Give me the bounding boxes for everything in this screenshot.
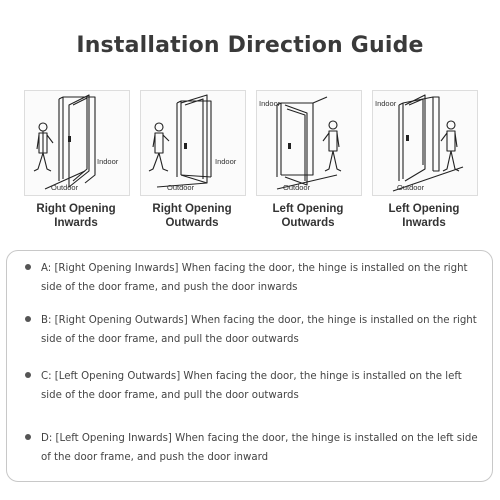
door-illustration [141,91,245,195]
bullet-icon [25,434,31,440]
diagram-right-opening-outwards [140,90,250,230]
diagram-frame [140,90,246,196]
diagram-left-opening-inwards [372,90,482,230]
description-text: C: [Left Opening Outwards] When facing the door, the hinge is installed on the left side of the door frame, and pull the door outwards [41,371,462,401]
outdoor-label: Outdoor [167,183,195,192]
diagram-caption: Left Opening Outwards [272,203,344,229]
bullet-icon [25,264,31,270]
diagram-frame [372,90,478,196]
indoor-label: Indoor [97,157,119,166]
door-illustration [25,91,129,195]
diagram-caption: Right Opening Outwards [152,203,232,229]
bullet-icon [25,372,31,378]
page-title: Installation Direction Guide [76,33,424,58]
description-text: D: [Left Opening Inwards] When facing the door, the hinge is installed on the left side of the door frame, and push the door inward [41,433,478,463]
diagram-frame [256,90,362,196]
outdoor-label: Outdoor [283,183,311,192]
diagram-caption: Right Opening Inwards [36,203,116,229]
bullet-icon [25,316,31,322]
diagram-caption: Left Opening Inwards [388,203,460,229]
diagram-right-opening-inwards [24,90,134,230]
description-text: A: [Right Opening Inwards] When facing the door, the hinge is installed on the right side of the door frame, and push the door inwards [41,263,468,293]
diagram-frame [24,90,130,196]
indoor-label: Indoor [259,99,281,108]
outdoor-label: Outdoor [397,183,425,192]
indoor-label: Indoor [375,99,397,108]
door-diagrams [24,90,480,235]
description-box [6,250,493,482]
outdoor-label: Outdoor [51,183,79,192]
indoor-label: Indoor [215,157,237,166]
diagram-left-opening-outwards [256,90,366,230]
description-text: B: [Right Opening Outwards] When facing the door, the hinge is installed on the right side of the door frame, and pull the door outwards [41,315,477,345]
